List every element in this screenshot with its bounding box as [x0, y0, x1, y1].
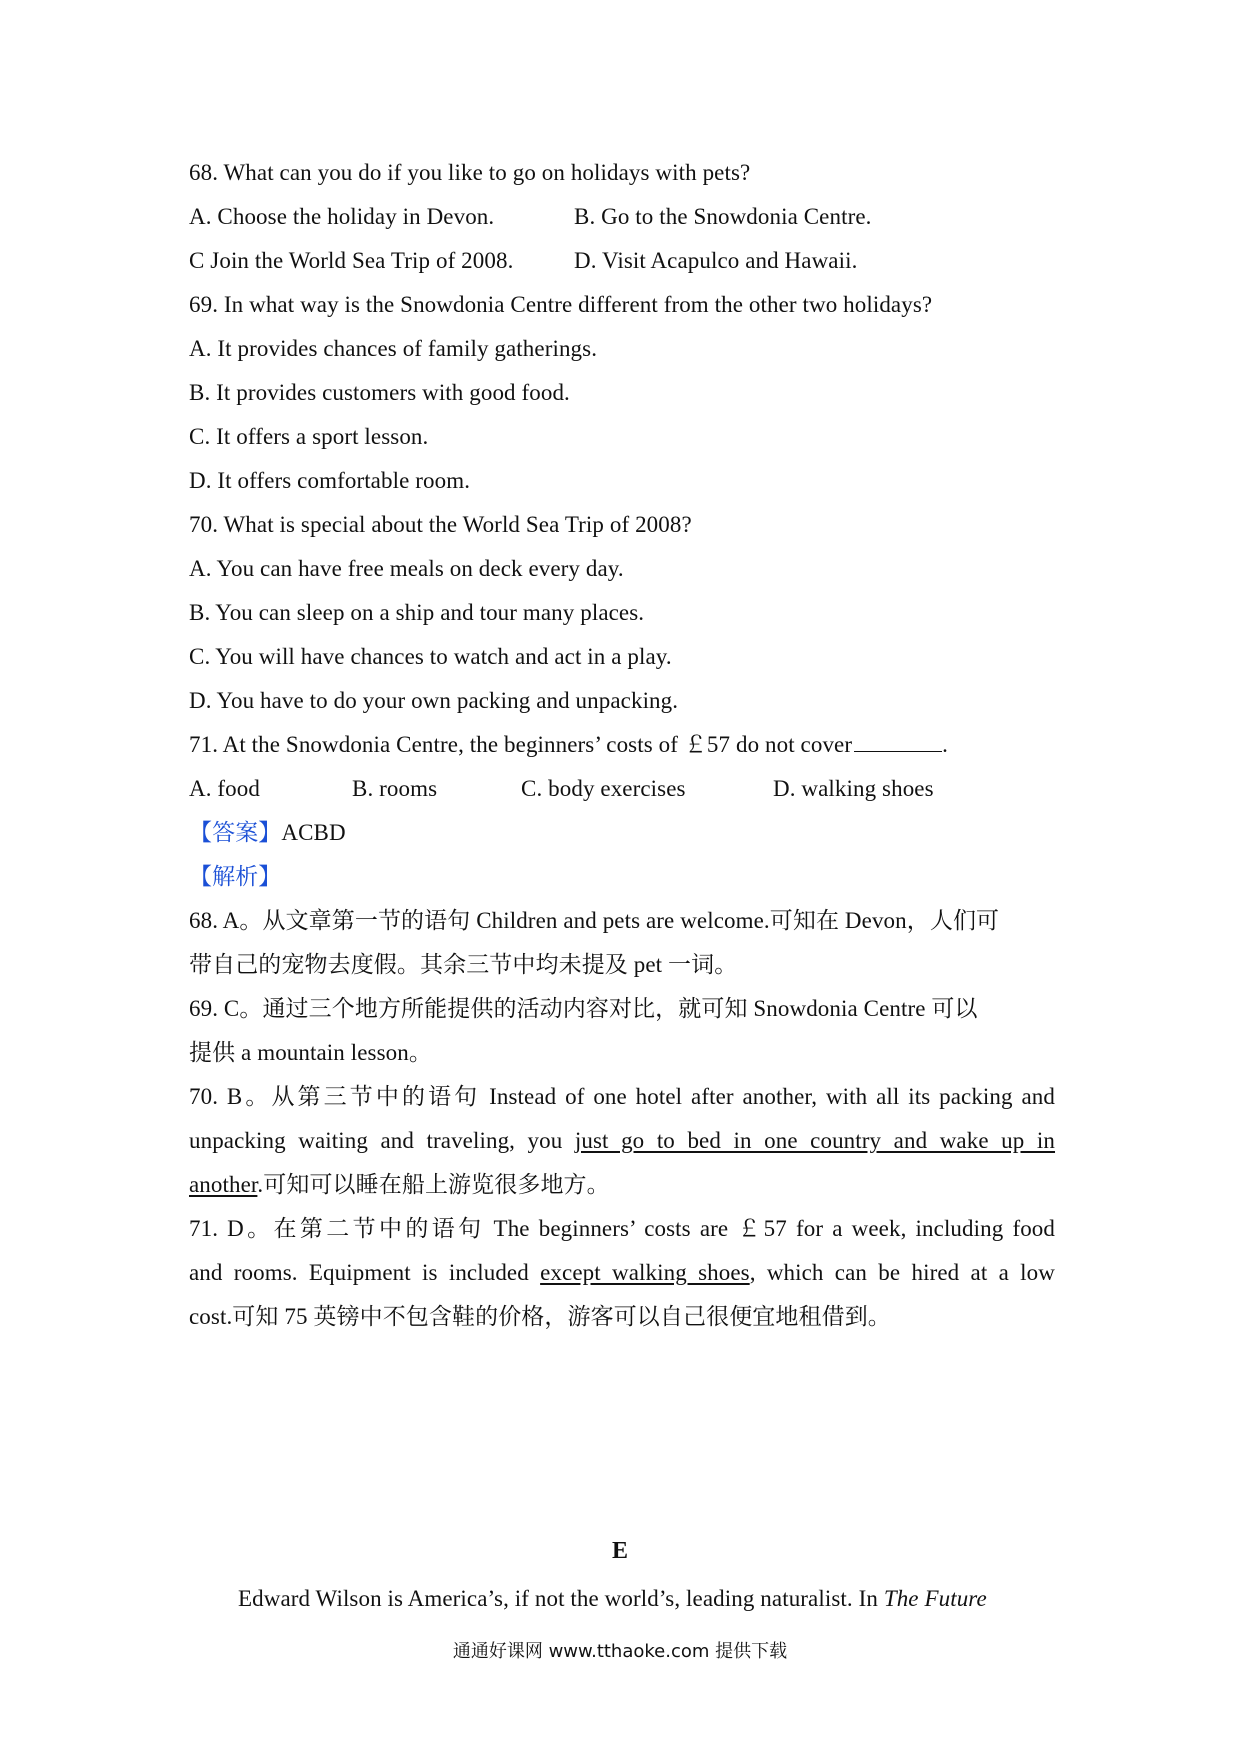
q71-option-a: A. food [189, 776, 260, 801]
explanation-68-line1: 68. A。从文章第一节的语句 Children and pets are welcome.可知在 Devon，人们可 [189, 908, 1000, 933]
explanation-68-line2: 带自己的宠物去度假。其余三节中均未提及 pet 一词。 [189, 952, 738, 977]
q71-stem-line [189, 730, 948, 760]
underlined-quote: just go to bed in one country and wake up in [574, 1128, 1056, 1153]
underlined-phrase: except walking shoes [540, 1260, 750, 1285]
answer-line [189, 818, 346, 848]
section-e-title: E [611, 1538, 628, 1564]
q68-options-row1 [189, 202, 872, 232]
explanation-71-line3: cost.可知 75 英镑中不包含鞋的价格，游客可以自己很便宜地租借到。 [189, 1304, 891, 1329]
q70-stem: 70. What is special about the World Sea Trip of 2008? [189, 512, 692, 537]
explanation-70-line1: 70. B。从第三节中的语句 Instead of one hotel after another, with all its packing and [189, 1084, 1055, 1109]
section-e-paragraph [238, 1584, 987, 1614]
explanation-70-line3 [189, 1170, 610, 1200]
answer-blank [854, 731, 942, 752]
q69-option-d: D. It offers comfortable room. [189, 468, 471, 493]
q71-option-b: B. rooms [352, 776, 438, 801]
q70-option-c: C. You will have chances to watch and act in a play. [189, 644, 672, 669]
explanation-70-line2 [189, 1126, 1055, 1156]
q71-option-d: D. walking shoes [773, 776, 934, 801]
analysis-line [189, 862, 281, 892]
explanation-71-text-end: , which can be hired at a low [749, 1260, 1055, 1285]
q70-option-a: A. You can have free meals on deck every day. [189, 556, 624, 581]
q69-option-b: B. It provides customers with good food. [189, 380, 570, 405]
q68-option-a: A. Choose the holiday in Devon. [189, 204, 495, 229]
analysis-label: 【解析】 [189, 864, 282, 889]
explanation-70-conclusion: .可知可以睡在船上游览很多地方。 [257, 1172, 610, 1197]
q71-option-c: C. body exercises [521, 776, 686, 801]
q71-options-row [189, 774, 934, 804]
explanation-71-text: and rooms. Equipment is included [189, 1260, 541, 1285]
explanation-71-line2 [189, 1258, 1055, 1288]
q69-stem: 69. In what way is the Snowdonia Centre different from the other two holidays? [189, 292, 933, 317]
answer-label: 【答案】 [189, 820, 282, 845]
q68-option-d: D. Visit Acapulco and Hawaii. [574, 248, 858, 273]
explanation-69-line1: 69. C。通过三个地方所能提供的活动内容对比，就可知 Snowdonia Centre 可以 [189, 996, 978, 1021]
q70-option-b: B. You can sleep on a ship and tour many places. [189, 600, 645, 625]
page-footer: 通通好课网 www.tthaoke.com 提供下载 [452, 1641, 788, 1662]
q68-option-b: B. Go to the Snowdonia Centre. [574, 204, 872, 229]
section-e-text: Edward Wilson is America’s, if not the world’s, leading naturalist. In [238, 1586, 884, 1611]
q71-stem: 71. At the Snowdonia Centre, the beginners’ costs of ￡57 do not cover [189, 732, 853, 757]
underlined-quote-end: another [189, 1172, 258, 1197]
q68-stem: 68. What can you do if you like to go on holidays with pets? [189, 160, 751, 185]
q70-option-d: D. You have to do your own packing and unpacking. [189, 688, 679, 713]
explanation-71-line1: 71. D。在第二节中的语句 The beginners’ costs are ￡57 for a week, including food [189, 1216, 1055, 1241]
q69-option-c: C. It offers a sport lesson. [189, 424, 429, 449]
q71-stem-end: . [942, 732, 948, 757]
q68-option-c: C Join the World Sea Trip of 2008. [189, 248, 514, 273]
explanation-70-text: unpacking waiting and traveling, you [189, 1128, 575, 1153]
book-title: The Future [883, 1586, 987, 1611]
answer-value: ACBD [281, 820, 346, 845]
q68-options-row2 [189, 246, 858, 276]
explanation-69-line2: 提供 a mountain lesson。 [189, 1040, 432, 1065]
q69-option-a: A. It provides chances of family gatherings. [189, 336, 598, 361]
